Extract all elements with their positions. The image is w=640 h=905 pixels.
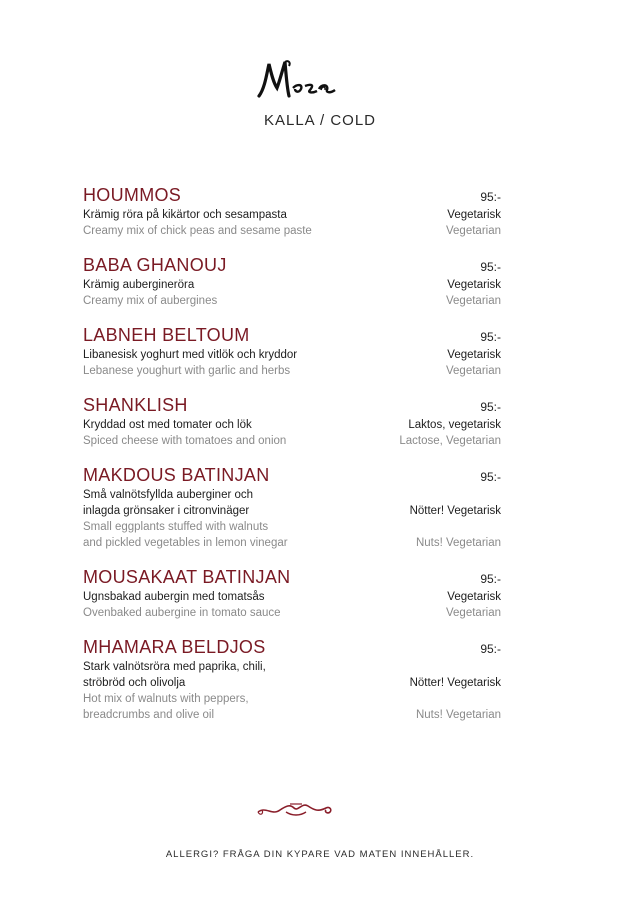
description-swedish-row — [83, 207, 501, 223]
description-swedish-row — [83, 503, 501, 519]
description-english: and pickled vegetables in lemon vinegar — [83, 537, 288, 549]
description-swedish: Stark valnötsröra med paprika, chili, — [83, 661, 266, 673]
diet-tag-english: Vegetarian — [446, 225, 501, 237]
description-english: Lebanese youghurt with garlic and herbs — [83, 365, 291, 377]
description-swedish: inlagda grönsaker i citronvinäger — [83, 505, 250, 517]
diet-tag-swedish: Vegetarisk — [447, 279, 501, 291]
description-english: breadcrumbs and olive oil — [83, 709, 215, 721]
description-swedish: Kryddad ost med tomater och lök — [83, 419, 252, 431]
description-swedish: Krämig röra på kikärtor och sesampasta — [83, 209, 287, 221]
diet-tag-swedish: Vegetarisk — [447, 591, 501, 603]
description-swedish-row — [83, 487, 501, 503]
description-swedish: Små valnötsfyllda auberginer och — [83, 489, 254, 501]
description-english: Creamy mix of chick peas and sesame paste — [83, 225, 312, 237]
description-english-row — [83, 691, 501, 707]
dish-price: 95:- — [480, 400, 501, 414]
description-english-row — [83, 605, 501, 621]
description-english-row — [83, 293, 501, 309]
menu-item — [83, 186, 501, 239]
diet-tag-english: Nuts! Vegetarian — [415, 537, 501, 549]
diet-tag-swedish: Vegetarisk — [447, 209, 501, 221]
dish-name: BABA GHANOUJ — [83, 255, 227, 275]
menu-item-header — [83, 186, 501, 207]
dish-price: 95:- — [480, 330, 501, 344]
menu-item — [83, 568, 501, 621]
menu-item-header — [83, 326, 501, 347]
diet-tag-english: Nuts! Vegetarian — [415, 709, 501, 721]
diet-tag-english: Vegetarian — [446, 365, 501, 377]
dish-name: MOUSAKAAT BATINJAN — [83, 567, 291, 587]
description-english-row — [83, 707, 501, 723]
dish-name: MHAMARA BELDJOS — [83, 637, 266, 657]
description-swedish: Krämig aubergineröra — [83, 279, 195, 291]
menu-item — [83, 466, 501, 551]
dish-price: 95:- — [480, 190, 501, 204]
menu-item — [83, 638, 501, 723]
diet-tag-swedish: Vegetarisk — [447, 349, 501, 361]
description-swedish: Libanesisk yoghurt med vitlök och kryddor — [83, 349, 298, 361]
menu-item-header — [83, 256, 501, 277]
menu-item-header — [83, 568, 501, 589]
allergy-notice: ALLERGI? FRÅGA DIN KYPARE VAD MATEN INNEHÅLLER. — [165, 849, 475, 860]
description-swedish-row — [83, 417, 501, 433]
ornament-flourish-icon — [256, 798, 334, 822]
description-english: Creamy mix of aubergines — [83, 295, 218, 307]
dish-name: SHANKLISH — [83, 395, 188, 415]
menu-list — [83, 186, 501, 740]
dish-name: HOUMMOS — [83, 185, 182, 205]
diet-tag-english: Lactose, Vegetarian — [399, 435, 501, 447]
description-english: Ovenbaked aubergine in tomato sauce — [83, 607, 281, 619]
diet-tag-swedish: Laktos, vegetarisk — [408, 419, 501, 431]
description-english-row — [83, 363, 501, 379]
description-english: Hot mix of walnuts with peppers, — [83, 693, 249, 705]
description-english-row — [83, 223, 501, 239]
dish-name: LABNEH BELTOUM — [83, 325, 250, 345]
menu-item-header — [83, 396, 501, 417]
description-swedish-row — [83, 675, 501, 691]
description-english: Spiced cheese with tomatoes and onion — [83, 435, 287, 447]
description-english-row — [83, 433, 501, 449]
description-swedish-row — [83, 589, 501, 605]
diet-tag-swedish: Nötter! Vegetarisk — [409, 505, 501, 517]
diet-tag-english: Vegetarian — [446, 295, 501, 307]
description-swedish-row — [83, 659, 501, 675]
dish-price: 95:- — [480, 572, 501, 586]
description-english: Small eggplants stuffed with walnuts — [83, 521, 269, 533]
menu-item — [83, 256, 501, 309]
description-english-row — [83, 519, 501, 535]
description-swedish-row — [83, 347, 501, 363]
diet-tag-swedish: Nötter! Vegetarisk — [409, 677, 501, 689]
menu-item-header — [83, 466, 501, 487]
menu-item — [83, 396, 501, 449]
dish-name: MAKDOUS BATINJAN — [83, 465, 270, 485]
description-english-row — [83, 535, 501, 551]
meza-logo — [255, 58, 339, 102]
description-swedish: Ugnsbakad aubergin med tomatsås — [83, 591, 265, 603]
diet-tag-english: Vegetarian — [446, 607, 501, 619]
description-swedish-row — [83, 277, 501, 293]
menu-item-header — [83, 638, 501, 659]
dish-price: 95:- — [480, 470, 501, 484]
menu-item — [83, 326, 501, 379]
description-swedish: ströbröd och olivolja — [83, 677, 186, 689]
dish-price: 95:- — [480, 642, 501, 656]
dish-price: 95:- — [480, 260, 501, 274]
section-title: KALLA / COLD — [263, 112, 377, 129]
